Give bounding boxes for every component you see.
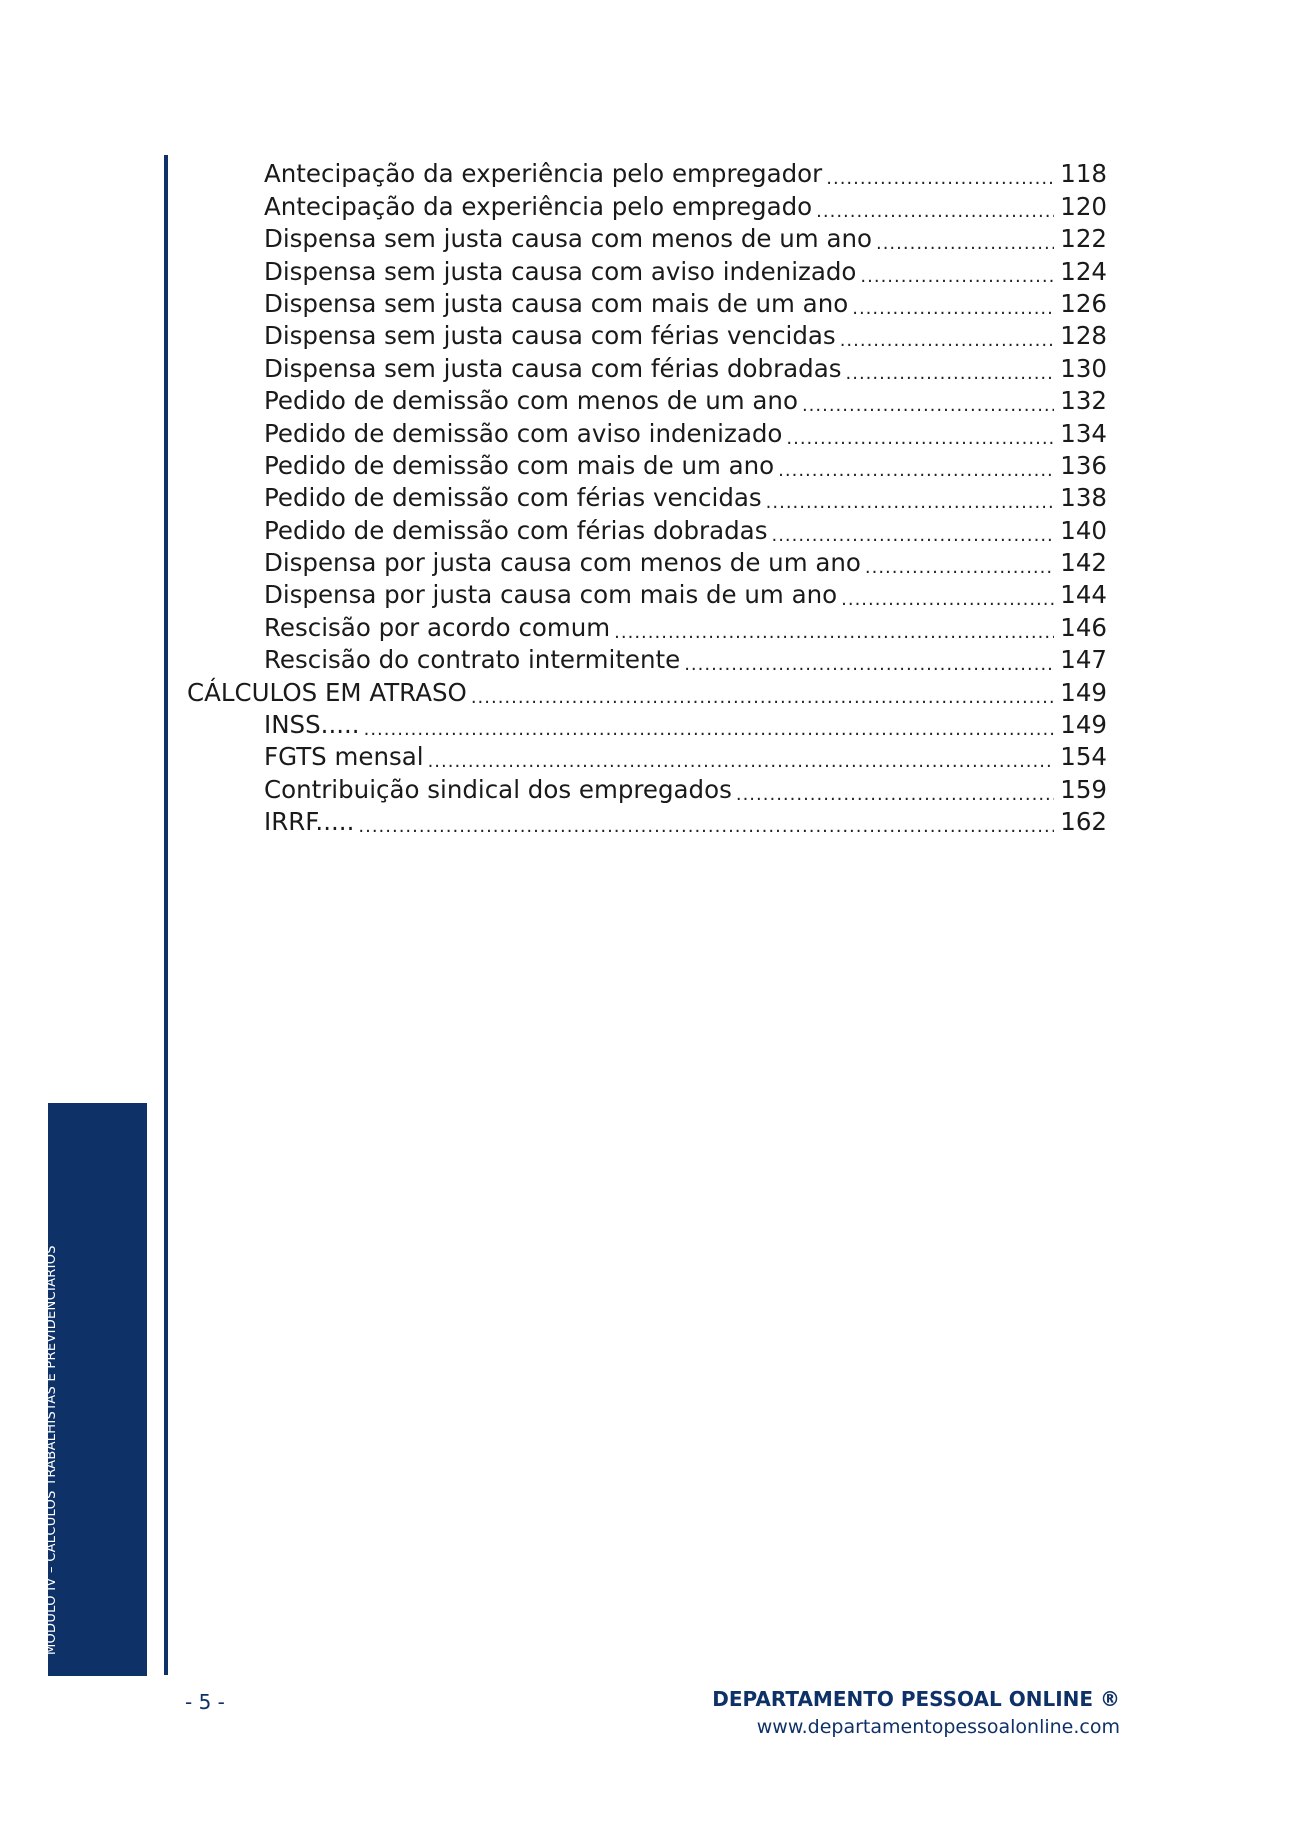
toc-entry-page: 130: [1060, 353, 1107, 383]
toc-entry-title: Dispensa sem justa causa com mais de um ano: [264, 288, 849, 318]
toc-dot-leader: [471, 677, 1054, 709]
toc-entry-title: Pedido de demissão com aviso indenizado: [264, 418, 783, 448]
toc-entry-title: CÁLCULOS EM ATRASO: [187, 677, 467, 707]
toc-entry-page: 136: [1060, 450, 1107, 480]
toc-dot-leader: [841, 579, 1054, 611]
toc-dot-leader: [816, 191, 1054, 223]
toc-entry-title: Pedido de demissão com mais de um ano: [264, 450, 775, 480]
toc-entry-title: Dispensa sem justa causa com menos de um ano: [264, 224, 872, 254]
toc-entry[interactable]: [187, 741, 1107, 773]
toc-dot-leader: [826, 158, 1054, 190]
toc-entry-page: 154: [1060, 742, 1107, 772]
toc-entry-page: 120: [1060, 191, 1107, 221]
toc-entry[interactable]: [187, 417, 1107, 449]
toc-dot-leader: [736, 774, 1054, 806]
toc-entry-page: 132: [1060, 386, 1107, 416]
toc-entry[interactable]: [187, 709, 1107, 741]
toc-entry-page: 118: [1060, 159, 1107, 189]
toc-dot-leader: [786, 418, 1054, 450]
module-subtitle: MÓDULO IV – CÁLCULOS TRABALHISTAS E PREVIDENCIÁRIOS: [44, 1245, 59, 1655]
toc-dot-leader: [428, 741, 1055, 773]
brand-name: DEPARTAMENTO PESSOAL ONLINE ®: [712, 1687, 1120, 1711]
website-url[interactable]: www.departamentopessoalonline.com: [756, 1716, 1120, 1738]
page-number: - 5 -: [185, 1690, 225, 1714]
sidebar-text: [13, 1095, 60, 1655]
toc-dot-leader: [614, 612, 1054, 644]
toc-entry-page: 162: [1060, 807, 1107, 837]
toc-dot-leader: [802, 385, 1054, 417]
toc-entry[interactable]: [187, 644, 1107, 676]
toc-dot-leader: [876, 223, 1054, 255]
toc-entry-page: 159: [1060, 774, 1107, 804]
toc-entry-title: Dispensa sem justa causa com aviso indenizado: [264, 256, 857, 286]
toc-dot-leader: [358, 806, 1054, 838]
toc-entry-title: FGTS mensal: [264, 742, 424, 772]
toc-entry-title: IRRF.....: [264, 807, 355, 837]
toc-entry[interactable]: [187, 158, 1107, 190]
toc-entry-page: 138: [1060, 483, 1107, 513]
toc-entry[interactable]: [187, 352, 1107, 384]
toc-entry-page: 126: [1060, 288, 1107, 318]
toc-dot-leader: [840, 320, 1055, 352]
toc-entry-page: 146: [1060, 612, 1107, 642]
toc-entry-title: Antecipação da experiência pelo empregado: [264, 191, 813, 221]
toc-dot-leader: [364, 709, 1055, 741]
toc-entry-page: 149: [1060, 677, 1107, 707]
toc-dot-leader: [778, 450, 1054, 482]
course-title: CURSO DE DEPARTAMENTO PESSOAL: [13, 1177, 42, 1655]
toc-entry-page: 142: [1060, 548, 1107, 578]
toc-entry-page: 124: [1060, 256, 1107, 286]
toc-dot-leader: [766, 482, 1055, 514]
toc-entry[interactable]: [187, 482, 1107, 514]
toc-entry[interactable]: [187, 579, 1107, 611]
toc-entry-title: Rescisão do contrato intermitente: [264, 645, 681, 675]
toc-dot-leader: [771, 515, 1054, 547]
toc-entry-page: 134: [1060, 418, 1107, 448]
margin-rule: [164, 155, 168, 1675]
toc-entry-page: 128: [1060, 321, 1107, 351]
toc-entry[interactable]: [187, 806, 1107, 838]
toc-entry-page: 149: [1060, 710, 1107, 740]
toc-entry-title: Rescisão por acordo comum: [264, 612, 611, 642]
toc-dot-leader: [852, 288, 1054, 320]
toc-entry-page: 122: [1060, 224, 1107, 254]
toc-entry-title: Dispensa por justa causa com menos de um ano: [264, 548, 861, 578]
toc-dot-leader: [846, 353, 1055, 385]
toc-entry[interactable]: [187, 773, 1107, 805]
toc-entry[interactable]: [187, 450, 1107, 482]
toc-entry[interactable]: [187, 676, 1107, 708]
toc-entry[interactable]: [187, 255, 1107, 287]
toc-entry-page: 140: [1060, 515, 1107, 545]
toc-entry-title: Dispensa sem justa causa com férias dobradas: [264, 353, 842, 383]
toc-dot-leader: [860, 256, 1054, 288]
toc-entry[interactable]: [187, 288, 1107, 320]
table-of-contents: [187, 158, 1107, 838]
toc-entry-title: Pedido de demissão com férias vencidas: [264, 483, 762, 513]
toc-entry-title: INSS.....: [264, 710, 360, 740]
toc-dot-leader: [684, 644, 1054, 676]
toc-entry-title: Dispensa por justa causa com mais de um ano: [264, 580, 838, 610]
toc-dot-leader: [865, 547, 1054, 579]
toc-entry[interactable]: [187, 611, 1107, 643]
toc-entry-page: 147: [1060, 645, 1107, 675]
toc-entry-title: Antecipação da experiência pelo empregador: [264, 159, 823, 189]
toc-entry-title: Dispensa sem justa causa com férias vencidas: [264, 321, 836, 351]
toc-entry-title: Contribuição sindical dos empregados: [264, 774, 732, 804]
toc-entry[interactable]: [187, 223, 1107, 255]
toc-entry[interactable]: [187, 320, 1107, 352]
toc-entry[interactable]: [187, 547, 1107, 579]
toc-entry-title: Pedido de demissão com férias dobradas: [264, 515, 768, 545]
toc-entry-title: Pedido de demissão com menos de um ano: [264, 386, 798, 416]
toc-entry[interactable]: [187, 190, 1107, 222]
toc-entry[interactable]: [187, 385, 1107, 417]
toc-entry-page: 144: [1060, 580, 1107, 610]
course-sidebar: [48, 1103, 147, 1676]
toc-entry[interactable]: [187, 514, 1107, 546]
